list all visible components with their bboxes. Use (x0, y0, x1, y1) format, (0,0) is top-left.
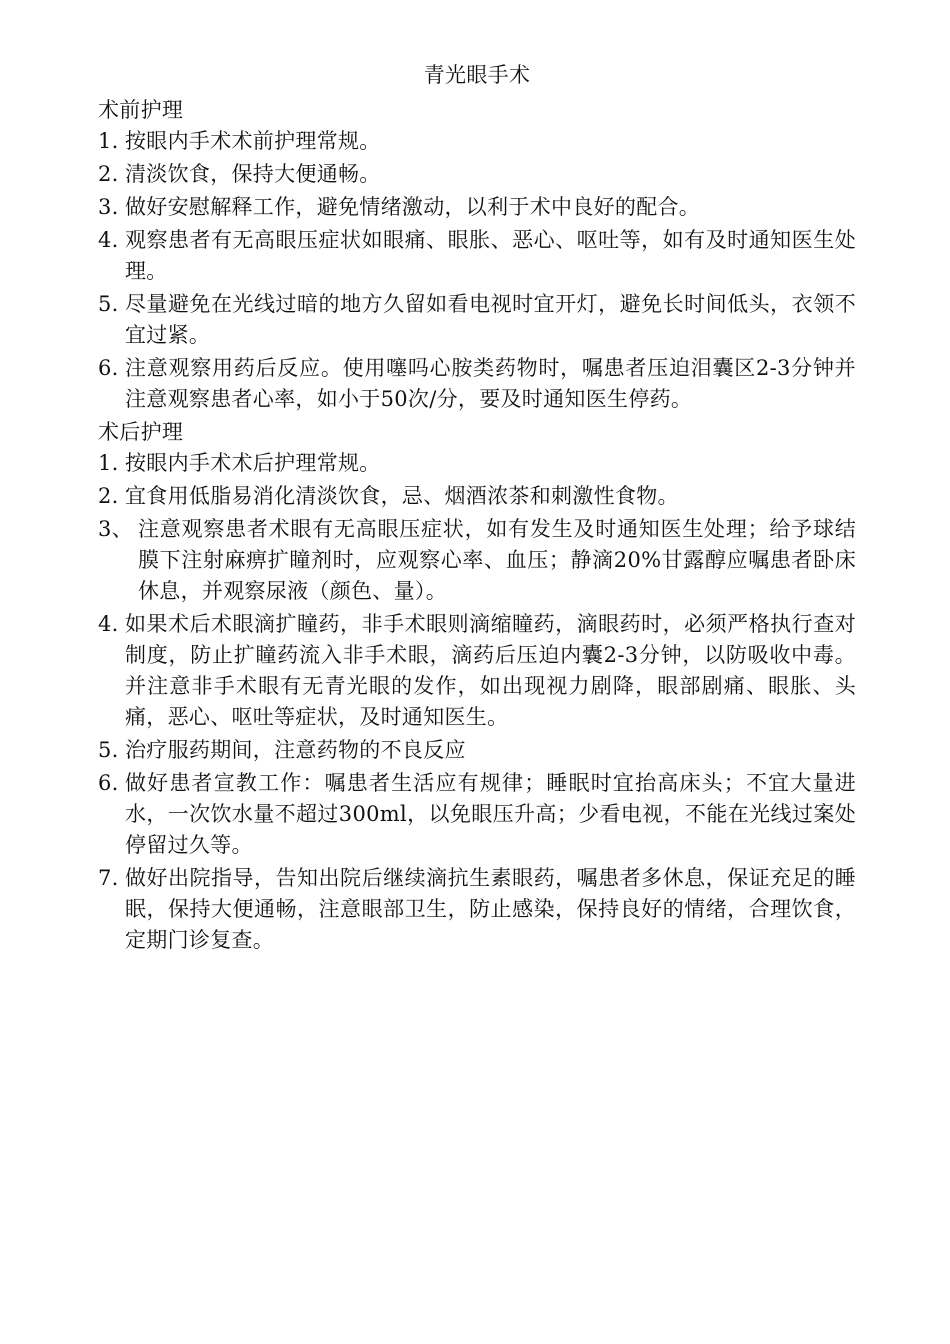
document-title: 青光眼手术 (423, 63, 531, 87)
item-text: 治疗服药期间，注意药物的不良反应 (125, 738, 466, 762)
postop-item (98, 863, 856, 956)
item-number: 1. (98, 129, 119, 153)
preop-item (98, 289, 856, 351)
item-number: 1. (98, 451, 119, 475)
postop-item (98, 481, 856, 512)
item-number: 3、 (98, 517, 133, 541)
preop-item (98, 353, 856, 415)
item-text: 做好患者宣教工作：嘱患者生活应有规律；睡眠时宜抬高床头；不宜大量进水，一次饮水量不超过300ml，以免眼压升高；少看电视，不能在光线过案处停留过久等。 (125, 771, 856, 857)
preop-item (98, 225, 856, 287)
item-number: 4. (98, 228, 119, 252)
preop-item (98, 159, 856, 190)
item-number: 7. (98, 866, 119, 890)
preop-item (98, 192, 856, 223)
preop-list (98, 126, 856, 415)
postop-item (98, 514, 856, 607)
document-page (98, 60, 856, 958)
postop-item (98, 735, 856, 766)
item-text: 注意观察患者术眼有无高眼压症状，如有发生及时通知医生处理；给予球结膜下注射麻痹扩瞳剂时，应观察心率、血压；静滴20%甘露醇应嘱患者卧床休息，并观察尿液（颜色、量）。 (138, 517, 856, 603)
item-text: 按眼内手术术前护理常规。 (125, 129, 381, 153)
item-text: 按眼内手术术后护理常规。 (125, 451, 381, 475)
item-number: 3. (98, 195, 119, 219)
item-number: 6. (98, 356, 119, 380)
item-number: 4. (98, 612, 119, 636)
item-number: 5. (98, 292, 119, 316)
postop-item (98, 448, 856, 479)
postop-item (98, 609, 856, 733)
item-text: 观察患者有无高眼压症状如眼痛、眼胀、恶心、呕吐等，如有及时通知医生处理。 (125, 228, 856, 283)
item-text: 清淡饮食，保持大便通畅。 (125, 162, 381, 186)
postop-item (98, 768, 856, 861)
item-text: 注意观察用药后反应。使用噻吗心胺类药物时，嘱患者压迫泪囊区2-3分钟并注意观察患者心率，如小于50次/分，要及时通知医生停药。 (125, 356, 856, 411)
preop-heading: 术前护理 (98, 98, 184, 122)
item-text: 宜食用低脂易消化清淡饮食，忌、烟酒浓茶和刺激性食物。 (125, 484, 679, 508)
item-number: 2. (98, 484, 119, 508)
item-text: 做好出院指导，告知出院后继续滴抗生素眼药，嘱患者多休息，保证充足的睡眠，保持大便通畅，注意眼部卫生，防止感染，保持良好的情绪，合理饮食，定期门诊复查。 (125, 866, 856, 952)
item-number: 6. (98, 771, 119, 795)
postop-heading: 术后护理 (98, 420, 184, 444)
item-number: 2. (98, 162, 119, 186)
preop-item (98, 126, 856, 157)
item-text: 尽量避免在光线过暗的地方久留如看电视时宜开灯，避免长时间低头，衣领不宜过紧。 (125, 292, 856, 347)
postop-list (98, 448, 856, 956)
item-text: 如果术后术眼滴扩瞳药，非手术眼则滴缩瞳药，滴眼药时，必须严格执行查对制度，防止扩瞳药流入非手术眼，滴药后压迫内囊2-3分钟，以防吸收中毒。并注意非手术眼有无青光眼的发作，如出现视力剧降，眼部剧痛、眼胀、头痛，恶心、呕吐等症状，及时通知医生。 (125, 612, 856, 729)
item-number: 5. (98, 738, 119, 762)
item-text: 做好安慰解释工作，避免情绪激动，以利于术中良好的配合。 (125, 195, 701, 219)
